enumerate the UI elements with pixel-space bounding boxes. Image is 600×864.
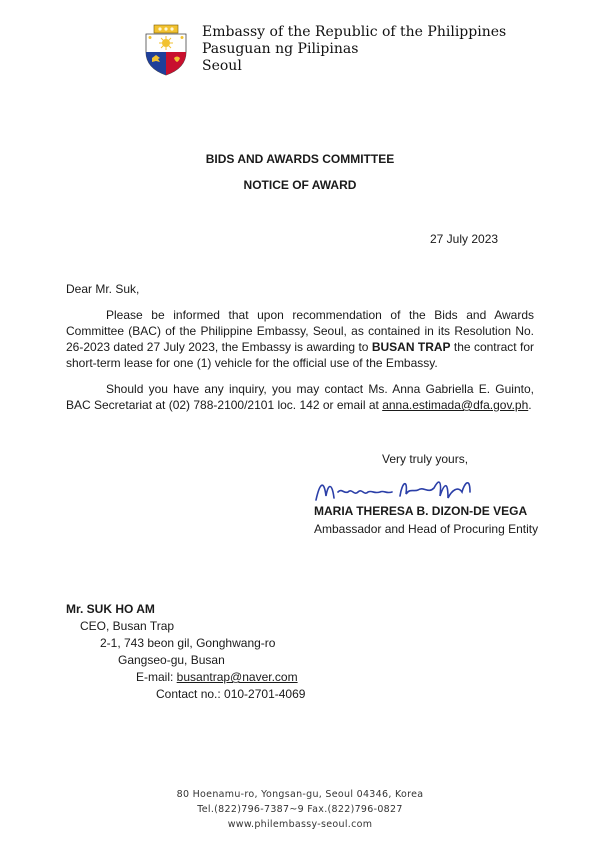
addressee-email-link[interactable]: busantrap@naver.com (176, 670, 298, 684)
contact-email-link[interactable]: anna.estimada@dfa.gov.ph (382, 398, 529, 412)
footer-phones: Tel.(822)796-7387~9 Fax.(822)796-0827 (197, 804, 403, 815)
addressee-address-line2: Gangseo-gu, Busan (118, 653, 225, 667)
notice-heading: NOTICE OF AWARD (243, 178, 357, 192)
closing-line: Very truly yours, (382, 452, 469, 466)
email-label: E-mail: (136, 670, 177, 684)
letter-date: 27 July 2023 (430, 232, 499, 246)
inquiry-text: Should you have any inquiry, you may contact Ms. Anna Gabriella E. Guinto, BAC Secretariat at (02) 788-2100/2101 loc. 142 or email at (66, 382, 534, 412)
addressee-position: CEO, Busan Trap (80, 619, 175, 633)
embassy-name: Embassy of the Republic of the Philippines (202, 24, 507, 40)
award-text-before: Please be informed that upon recommendation of the Bids and Awards Committee (BAC) of the Philippine Embassy, Seoul, as contained in its Resolution No. 26-2023 dated 27 July 2023, the Embassy is awarding to (66, 308, 534, 354)
inquiry-period: . (528, 398, 532, 412)
committee-heading: BIDS AND AWARDS COMMITTEE (205, 152, 395, 166)
addressee-name: Mr. SUK HO AM (66, 602, 155, 616)
signer-name: MARIA THERESA B. DIZON-DE VEGA (314, 504, 528, 518)
award-text-after: the contract for short-term lease for one (1) vehicle for the official use of the Embassy. (66, 340, 534, 370)
awardee-name: BUSAN TRAP (371, 340, 451, 354)
signer-title: Ambassador and Head of Procuring Entity (314, 522, 539, 536)
inquiry-paragraph (66, 381, 534, 413)
footer-address: 80 Hoenamu-ro, Yongsan-gu, Seoul 04346, Korea (176, 789, 424, 800)
salutation: Dear Mr. Suk, (66, 282, 140, 296)
embassy-city: Seoul (202, 58, 242, 74)
award-paragraph (66, 307, 534, 371)
addressee-address-line1: 2-1, 743 beon gil, Gonghwang-ro (100, 636, 276, 650)
embassy-name-filipino: Pasuguan ng Pilipinas (202, 41, 359, 57)
addressee-email (136, 669, 298, 685)
footer-website[interactable]: www.philembassy-seoul.com (227, 819, 373, 830)
philippine-coat-of-arms-icon (138, 22, 194, 78)
addressee-contact: Contact no.: 010-2701-4069 (156, 687, 306, 701)
